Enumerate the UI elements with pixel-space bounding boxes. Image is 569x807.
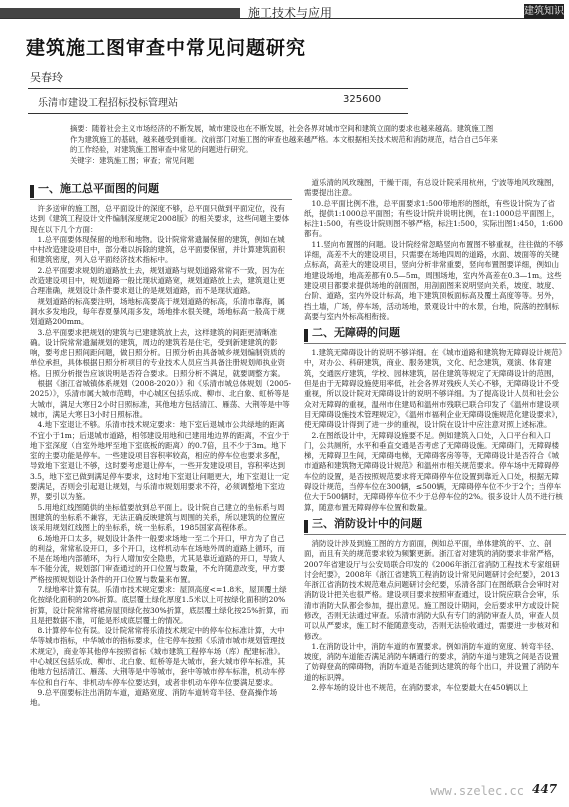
section-rule xyxy=(304,534,566,535)
paragraph: 道乐清的风玫瑰图，干燥干雨，有总设计院采用杭州，宁波等地风玫瑰图，需要提出注意。 xyxy=(304,178,559,198)
paragraph: 许多送审的施工图，总平面设计的深度不够，总平面只做到平面定位，没有达到《建筑工程设计文件编制深度规定2008版》的相关要求，这些问题主要体现在以下几个方面： xyxy=(30,204,290,234)
section-rule xyxy=(304,343,566,344)
paragraph: 11.竖向布置图的问题。设计院经常忽略竖向布置图不够重视，往往做的不够详细，高差不大的建设项目，只需要在场地四周的道路，水面、坡面等的关键点标高，高差大的建设项目，竖向分析非常重要，竖向布置图要详细，例如山地建设场地，地高差都有0.5—5m，周围场地，室内外高差在0.3—1m。这些建设项目都要求提供场地的剖面图，用剖面图来说明竖向关系，坡度、坡度、台阶、道路，室内外设计标高，地下建筑顶板面标高及覆土高度等等。另外，挡土墙，广场，停车场，活动场地，景观设计中的水景，台地，院落的控制标高要与室内外标高相衔接。 xyxy=(304,239,564,321)
keywords-line: 关键字：建筑施工图；审查；常见问题 xyxy=(70,155,195,165)
paragraph: 8.计算停车位有误。设计院常常将乐清技术规定中的停车位标准计算，大中华等城市指标，中华城市的指标要求，住宅停车按照《乐清市城市规划管理技术规定》，商业等其他停车按照省标《城市建筑工程停车场（库）配建标准》。中心城区包括乐成、柳市、北白象、虹桥等是大城市，套大城市停车标准，其他地方包括清江、雁荡、大荆等是中等城市，套中等城市停车标准，机动车停车位和自行车、非机动车停车位要达到，或者非机动车停车位要满足要求。 xyxy=(30,626,285,687)
paragraph: 1.总平面要体现保留的地形和地物。设计院常常遗漏保留的建筑，例如在城中村改造建设项目中，部分难以拆除的建筑，总平面要保留，并计算建筑面积和建筑密度，列入总平面经济技术指标中。 xyxy=(30,234,285,265)
section-rule xyxy=(30,199,292,200)
section-title: 二、无障碍的问题 xyxy=(312,326,400,340)
paragraph: 2.在图纸设计中，无障碍设施要不足。例如建筑入口处，入口平台和入口门，公共厕所，水平和垂直交通是否考虑了无障碍设施。无障碍门，无障碍楼梯，无障碍卫生间，无障碍电梯，无障碍客房等等，无障碍设计是否符合《城市道路和建筑物无障碍设计规范》和温州市相关规范要求。停车场中无障碍停车位的设置，是否按照规范要求将无障碍停车位设置到靠近入口处，根据无障碍设计规范，当停车位在300辆，≤500辆，无障碍停车位不少于2个；当停车位大于500辆时，无障碍停车位不少于总停车位的2%。很多设计人员不进行核算，随意布置无障碍停车位置和数量。 xyxy=(304,430,563,512)
right-column xyxy=(304,178,566,693)
paragraph: 3.总平面要求把规划的建筑与已建建筑放上去，这样建筑的间距更清晰准确。设计院常常遗漏规划的建筑，周边的建筑若是住宅，受到新建建筑的影响，要考虑日照间距问题，做日照分析。日照分析由具备城乡规划编制资质的单位承担，具体根据日照分析项目的专业技术人员应当具备注册规划师执业资格。日照分析报告应该说明是否符合要求。日照分析不满足，就要调整方案。 xyxy=(30,327,285,378)
header-bar xyxy=(0,8,240,18)
abstract-text: 摘要：随着社会主义市场经济的不断发展，城市建设也在不断发展，社会各界对城市空间和建筑立面的要求也越来越高。建筑施工图作为建筑施工的基础，越来越受到重视。汶前部门对施工图的审查也越来越严格。本文根据相关技术规范和消防规范，结合自己5年来的工作经验，对建筑施工图审查中常见的问题进行研究。 xyxy=(70,124,498,154)
section-heading-3 xyxy=(304,516,566,535)
paragraph: 规划道路的标高要注明，场地标高要高于规划道路的标高，乐清市靠海，属洞水多发地段，每年春夏暴风雨多发，场地排水很关键，场地标高一般高于规划道路200mm。 xyxy=(30,296,285,327)
paragraph: 10.总平面比例不准，总平面要求1:500带地形的图纸，有些设计院为了省纸，提供1:1000总平面图；有些设计院并说明比例，在1:1000总平面图上，标注1:500，有些设计院则图不够严格，标注1:500，实际出图1:450，1:600都有。 xyxy=(304,198,563,239)
affiliation-box xyxy=(28,88,408,114)
watermark: www.szelec.cc xyxy=(430,784,524,798)
section-marker xyxy=(30,185,34,198)
header-badge: 建筑知识 xyxy=(524,6,564,17)
paragraph: 2.总平面要求规划的道路放土去，规划道路与规划道路常常不一致，因为在改造建设项目中，规划道路一般比现状道路宽，规划道路放上去，建筑退让更合理准确，规划设计条件要求退让的是规划道路，而不是现状道路。 xyxy=(30,265,285,296)
left-column xyxy=(30,178,292,709)
paragraph: 9.总平面要标注出消防车道，道路宽度、消防车道转弯半径、登高操作场地。 xyxy=(30,687,278,708)
section-marker xyxy=(304,520,308,533)
paragraph: 2.停车场的设计也不规范，在消防要求，车位要最大在450辆以上 xyxy=(311,683,528,693)
paragraph: 1.建筑无障碍设计的说明不够详细。在《城市道路和建筑物无障碍设计规范》中，对办公、科研建筑，商业、服务建筑，文化、纪念建筑，观演、体育建筑，交通医疗建筑，学校、园林建筑，居住建筑等规定了无障碍设计的范围，但是由于无障碍设施使用率低，社会各界对残疾人关心不够，无障碍设计不受重视，所以设计院对无障碍设计的说明不够详细。为了提高设计人员和社会公众对无障碍的重视，温州市住建局和温州市残联已联合印发了《温州市建设项目无障碍设施技术管理规定》，《温州市福利企业无障碍设施规范化建设要求》，使无障碍设计得到了进一步的重视，设计院在设计中应注意对照上述标准。 xyxy=(304,348,563,430)
paragraph: 1.在消防设计中，消防车道的布置要求。例如消防车道的宽度、转弯半径、坡度，消防车道能否满足消防车辆通行的要求，消防车道与建筑之间是否设置了妨碍登高的障碍物，消防车道是否能到达建筑的每个出口，并设置了消防车道的标识牌。 xyxy=(304,641,559,682)
section-marker xyxy=(304,329,308,342)
article-author: 吴春玲 xyxy=(30,71,63,84)
paragraph: 消防设计涉及到施工图的方方面面，例如总平面，单体建筑的平、立、剖面，而且有关的规范要求较为频繁更新。浙江省对建筑的消防要求非常严格，2007年省建设厅与公安局联合印发的《2006年浙江省消防工程技术专家组研讨会纪要》，2008年《浙江省建筑工程消防设计常见问题研讨会纪要》，2013年浙江省消防技术规范难点问题研讨会纪要，乐清各部门在图纸联合会审时对消防设计把关也很严格。建设项目要求按照审查通过，设计院应联合会审，乐清市消防大队都会参加，提出意见。施工图设计期间，会后要求甲方或设计院修改，否则无法通过审查。乐清市消防大队有专门的消防审查人员，审查人员可以从严要求，施工时不能随意变动，否则无法验收通过，需要进一步核对和修改。 xyxy=(304,538,560,641)
page-number: 447 xyxy=(532,782,558,796)
paragraph: 7.绿地率计算有误。乐清市技术规定要求：屋顶高度<=1.8米，屋顶覆土绿化按绿化面积的20%折算。底层覆土绿化厚度1.5米以上可按绿化面积的20%折算，设计院常常将裙房屋顶绿化按30%折算，底层覆土绿化按25%折算，而且是把数据不准，可能是形成底层覆土的情况。 xyxy=(30,584,289,625)
affiliation-postcode: 325600 xyxy=(343,94,382,105)
section-title: 一、施工总平面图的问题 xyxy=(38,182,159,195)
paragraph: 4.地下室退让不够。乐清市技术规定要求：地下室后退城市公共绿地的距离不宜小于1m；后退城市道路，相邻建设用地和已建用地边界的距离，不宜少于地下室深度（自室外地坪至地下室底板的距离）的0.7倍，且不少于3m。地下室的主要功能是停车。一些建设项目容积率较高，相应的停车位也要求多配，导致地下室退让不够，这时要考虑退让停车，一些开发建设项目，容积率达到3.5，地下室已做到满足停车要求，这时地下室退让问题更大，地下室退让一定要满足，否则会引起退让规划，与乐清市规划用要求不符，必须调整地下室边界，要引以为鉴。 xyxy=(30,420,290,502)
article-title: 建筑施工图审查中常见问题研究 xyxy=(26,37,307,59)
section-heading-2 xyxy=(304,328,566,344)
paragraph: 5.用地红线图随供的坐标值要放到总平面上。设计院自己建立的坐标系与周围建筑的坐标系不兼容，无法正确反映建筑与周围的关系，所以建筑的位置应该采用规划红线图上的坐标系，统一坐标系，1985国家高程体系。 xyxy=(30,502,285,533)
paragraph: 根据《浙江省城镇体系规划（2008-2020）》和《乐清市城总体规划（2005-2025）》，乐清市属大城市范畴，中心城区包括乐成、柳市、北白象、虹桥等是大城市，满足大寒日2小时日照标准，其他地方包括清江、雁荡、大荆等是中等城市，满足大寒日3小时日照标准。 xyxy=(30,379,292,419)
abstract-block xyxy=(70,124,500,166)
paragraph: 6.场地开口太多，规划设计条件一般要求场地一至二个开口，甲方为了自己的利益，常常私设开口，多个开口，这样机动车在场地外周的道路上循环，而不是在场地内部循环，为行人增加安全隐患，尤其是靠近道路的开口，导致人车不能分流，规划部门审查通过的开口位置与数量，不允许随意改变，甲方要严格按照规划设计条件的开口位置与数量来布置。 xyxy=(30,533,285,584)
section-heading-1 xyxy=(30,184,292,200)
page-header xyxy=(0,0,569,28)
affiliation-name: 乐清市建设工程招标投标管理站 xyxy=(38,98,178,109)
header-section-title: 施工技术与应用 xyxy=(248,6,333,20)
section-title: 三、消防设计中的问题 xyxy=(312,516,422,530)
